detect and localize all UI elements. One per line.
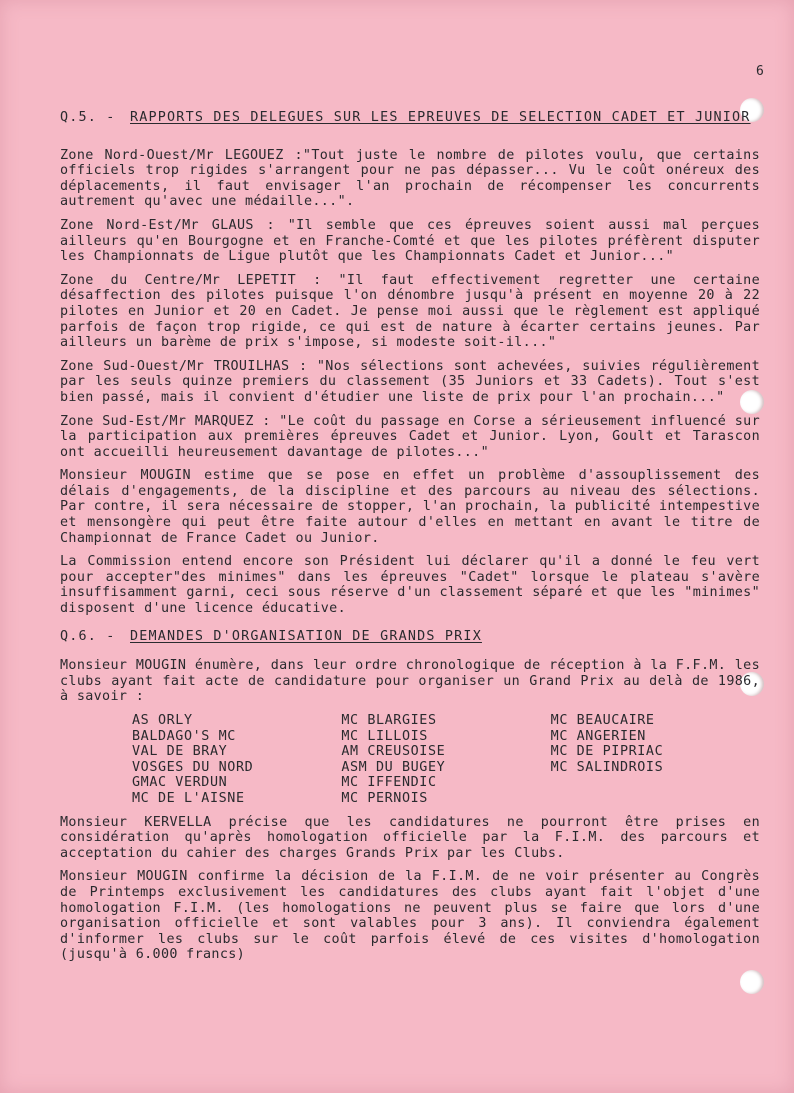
club-item: MC BLARGIES xyxy=(341,713,437,728)
club-item: ASM DU BUGEY xyxy=(341,759,446,775)
report-centre: Zone du Centre/Mr LEPETIT : "Il faut effectivement regretter une certaine désaffection des pilotes puisque l'on dénombre jusqu'à présent en moyenne 20 à 22 pilotes en Junior et 20 en Cadet. Je pense moi aussi que le règlement est appliqué parfois de façon trop rigide, ce qui est de nature à écarter certains jeunes. Par ailleurs un barème de prix s'impose, si modeste soit-il..." xyxy=(60,272,760,351)
club-item: AS ORLY xyxy=(132,713,193,728)
club-item: BALDAGO'S MC xyxy=(132,728,236,744)
club-column-3 xyxy=(551,713,760,807)
club-item: MC DE PIPRIAC xyxy=(550,744,664,760)
commission-comment: La Commission entend encore son Président lui déclarer qu'il a donné le feu vert pour accepter"des minimes" dans les épreuves "Cadet" lorsque le plateau s'avère insuffisamment garni, ceci sous réserve d'un classement séparé et que les "minimes" disposent d'une licence éducative. xyxy=(60,554,760,617)
report-sud-est: Zone Sud-Est/Mr MARQUEZ : "Le coût du passage en Corse a sérieusement influencé sur la participation aux premières épreuves Cadet et Junior. Lyon, Goult et Tarascon ont accueilli heureusement davantage de pilotes..." xyxy=(60,413,760,460)
page-number: 6 xyxy=(756,64,764,79)
q6-intro: Monsieur MOUGIN énumère, dans leur ordre chronologique de réception à la F.F.M. les clubs ayant fait acte de candidature pour organiser un Grand Prix au delà de 1986, à savoir : xyxy=(60,658,760,705)
club-column-2 xyxy=(341,713,550,807)
section-number: Q.6. - xyxy=(60,628,116,644)
club-item: MC BEAUCAIRE xyxy=(550,713,655,728)
document-body xyxy=(60,110,760,971)
binder-hole-bottom xyxy=(740,970,764,994)
report-sud-ouest: Zone Sud-Ouest/Mr TROUILHAS : "Nos sélections sont achevées, suivies régulièrement par les seuls quinze premiers du classement (35 Juniors et 33 Cadets). Tout s'est bien passé, mais il convient d'étudier une liste de prix pour l'an prochain..." xyxy=(60,358,760,405)
section-heading-q5 xyxy=(60,110,760,126)
club-item: MC ANGERIEN xyxy=(550,728,646,744)
club-item: AM CREUSOISE xyxy=(341,744,446,760)
club-list xyxy=(132,713,760,807)
report-nord-ouest: Zone Nord-Ouest/Mr LEGOUEZ :"Tout juste le nombre de pilotes voulu, que certains officiels trop rigides s'arrangent pour ne pas dépasser... Vu le coût onéreux des déplacements, il faut envisager l'an prochain de récompenser les concurrents autrement qu'avec une médaille...". xyxy=(60,147,760,210)
section-number: Q.5. - xyxy=(60,110,116,125)
club-item: MC LILLOIS xyxy=(341,728,428,744)
club-item: MC IFFENDIC xyxy=(341,775,437,791)
mougin-comment: Monsieur MOUGIN estime que se pose en effet un problème d'assouplissement des délais d'engagements, de la discipline et des parcours au niveau des sélections. Par contre, il sera nécessaire de stopper, l'an prochain, la publicité intempestive et mensongère qui peut être faite autour d'elles en mettant en avant le titre de Championnat de France Cadet ou Junior. xyxy=(60,468,760,546)
section-title: DEMANDES D'ORGANISATION DE GRANDS PRIX xyxy=(130,628,482,644)
section-heading-q6 xyxy=(60,629,760,645)
section-title: RAPPORTS DES DELEGUES SUR LES EPREUVES DE SELECTION CADET ET JUNIOR xyxy=(130,110,751,125)
club-item: VOSGES DU NORD xyxy=(132,759,254,775)
club-item: MC DE L'AISNE xyxy=(132,790,245,806)
kervella-comment: Monsieur KERVELLA précise que les candidatures ne pourront être prises en considération qu'après homologation officielle par la F.I.M. des parcours et acceptation du cahier des charges Grands Prix par les Clubs. xyxy=(60,814,760,861)
club-item: VAL DE BRAY xyxy=(132,744,228,760)
club-item: MC SALINDROIS xyxy=(550,759,664,775)
club-item: GMAC VERDUN xyxy=(132,775,228,791)
report-nord-est: Zone Nord-Est/Mr GLAUS : "Il semble que ces épreuves soient aussi mal perçues ailleurs qu'en Bourgogne et en Franche-Comté et que les pilotes préfèrent disputer les Championnats de Ligue plutôt que les Championnats Cadet et Junior..." xyxy=(60,217,760,265)
club-column-1 xyxy=(132,713,341,807)
club-item: MC PERNOIS xyxy=(341,790,428,806)
mougin-confirmation: Monsieur MOUGIN confirme la décision de la F.I.M. de ne voir présenter au Congrès de Printemps exclusivement les candidatures des clubs ayant fait l'objet d'une homologation F.I.M. (les homologations ne peuvent plus se faire que lors d'une organisation officielle et sont valables pour 3 ans). Il conviendra également d'informer les clubs sur le coût parfois élevé de ces visites d'homologation (jusqu'à 6.000 francs) xyxy=(60,869,760,963)
